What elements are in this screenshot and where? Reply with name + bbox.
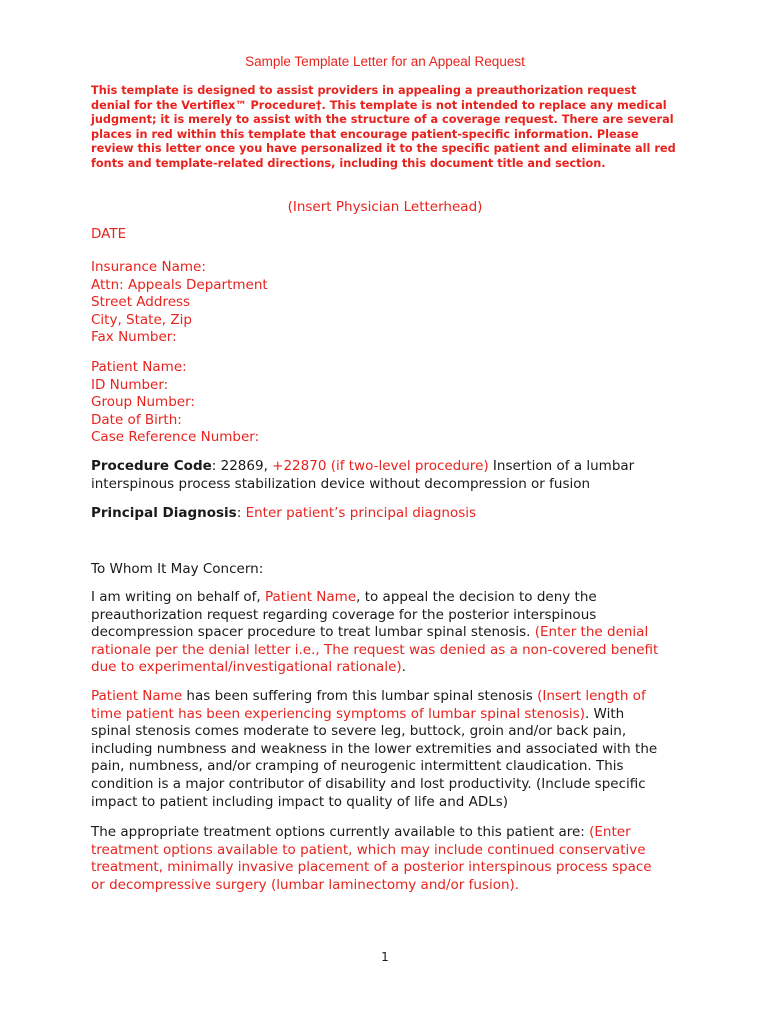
salutation: To Whom It May Concern: (91, 561, 264, 577)
insurance-line: City, State, Zip (91, 311, 192, 328)
procedure-code-optional: +22870 (if two-level procedure) (272, 458, 489, 474)
insurance-line: Attn: Appeals Department (91, 276, 268, 293)
procedure-code: : 22869, (211, 458, 273, 474)
procedure-description: Insertion of a lumbar (488, 458, 635, 474)
patient-info-block (91, 359, 691, 447)
procedure-code-section (91, 458, 691, 493)
principal-diagnosis-section: Principal Diagnosis: Enter patient’s principal diagnosis (91, 505, 477, 521)
intro-line: denial for the Vertiflex™ Procedure†. This template is not intended to replace any medical (91, 98, 667, 112)
insurance-address-block (91, 259, 691, 347)
insurance-line: Insurance Name: (91, 259, 206, 275)
intro-line: places in red within this template that encourage patient-specific information. Please (91, 127, 639, 141)
patient-line: ID Number: (91, 376, 169, 393)
patient-line: Patient Name: (91, 359, 187, 375)
diagnosis-label: Principal Diagnosis (91, 505, 237, 521)
insurance-line: Fax Number: (91, 329, 177, 346)
paragraph-treatment-options: The appropriate treatment options currently available to this patient are: (Enter treatment options available to patient, which may include continued conservative treatment, minimally invasive placement of a posterior interspinous process space or decompressive surgery (lumbar laminectomy and/or fusion). (91, 824, 652, 893)
date-placeholder: DATE (91, 226, 127, 242)
intro-line: judgment; it is merely to assist with the structure of a coverage request. There are several (91, 113, 674, 127)
page-number: 1 (381, 950, 389, 964)
diagnosis-placeholder: Enter patient’s principal diagnosis (245, 505, 477, 521)
intro-line: fonts and template-related directions, including this document title and section. (91, 156, 606, 170)
patient-line: Group Number: (91, 394, 195, 411)
procedure-label: Procedure Code (91, 458, 212, 474)
procedure-description-cont: interspinous process stabilization device without decompression or fusion (91, 475, 591, 492)
document-title: Sample Template Letter for an Appeal Request (245, 54, 525, 69)
letterhead-placeholder: (Insert Physician Letterhead) (287, 199, 483, 215)
paragraph-patient-condition: Patient Name has been suffering from this lumbar spinal stenosis (Insert length of time patient has been experiencing symptoms of lumbar spinal stenosis). With spinal stenosis comes moderate to severe leg, buttock, groin and/or back pain, including numbness and weakness in the lower extremities and associated with the pain, numbness, and/or cramping of neurogenic intermittent claudication. This condition is a major contributor of disability and lost productivity. (Include specific impact to patient including impact to quality of life and ADLs) (91, 688, 658, 810)
template-instructions (91, 84, 691, 172)
intro-line: review this letter once you have personalized it to the specific patient and eliminate all red (91, 142, 676, 156)
paragraph-appeal-intent: I am writing on behalf of, Patient Name, to appeal the decision to deny the preauthorization request regarding coverage for the posterior interspinous decompression spacer procedure to treat lumbar spinal stenosis. (Enter the denial rationale per the denial letter i.e., The request was denied as a non-covered benefit due to experimental/investigational rationale). (91, 589, 659, 676)
insurance-line: Street Address (91, 294, 191, 311)
patient-line: Case Reference Number: (91, 429, 260, 446)
patient-line: Date of Birth: (91, 411, 182, 428)
patient-name-placeholder: Patient Name (91, 688, 183, 704)
patient-name-placeholder: Patient Name (265, 589, 357, 605)
intro-line: This template is designed to assist providers in appealing a preauthorization request (91, 84, 637, 97)
